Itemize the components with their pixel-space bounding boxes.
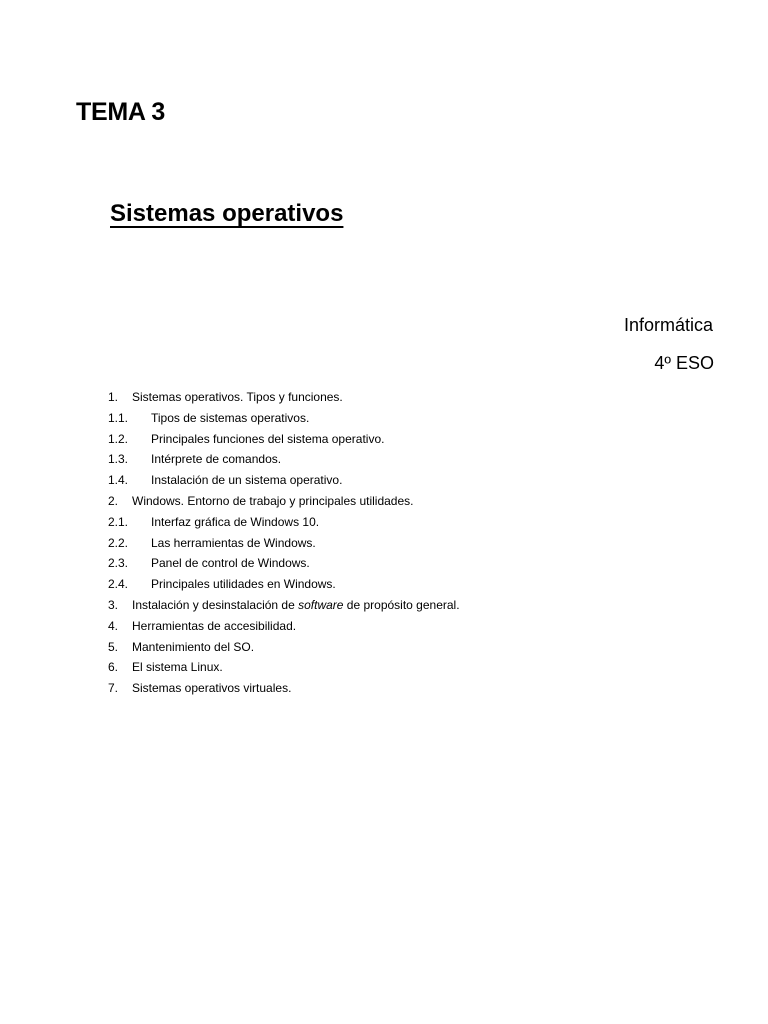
toc-item — [108, 574, 460, 595]
toc-item — [108, 637, 460, 658]
toc-item-text: Panel de control de Windows. — [151, 556, 310, 571]
toc-item — [108, 470, 460, 491]
toc-item — [108, 533, 460, 554]
toc-item-text: Intérprete de comandos. — [151, 452, 282, 467]
toc-item — [108, 553, 460, 574]
toc-item-text: El sistema Linux. — [132, 660, 223, 675]
toc-item — [108, 678, 460, 699]
toc-item-number: 2.1. — [108, 514, 129, 529]
document-title: TEMA 3 — [76, 98, 165, 126]
toc-item-number: 1. — [108, 390, 119, 404]
toc-item-text-before: Instalación y desinstalación de — [132, 597, 299, 612]
toc-item-text: Instalación de un sistema operativo. — [151, 473, 343, 488]
toc-item-text-after: de propósito general. — [343, 597, 460, 612]
course-label: 4º ESO — [654, 353, 714, 373]
toc-item-number: 5. — [108, 639, 119, 654]
toc-item-number: 3. — [108, 597, 119, 612]
toc-item-text: Sistemas operativos. Tipos y funciones. — [132, 390, 343, 404]
toc-item-number: 2. — [108, 493, 119, 508]
toc-item — [108, 657, 460, 678]
toc-item-text — [132, 598, 460, 612]
toc-item-text: Las herramientas de Windows. — [151, 535, 316, 550]
toc-item-number: 1.2. — [108, 431, 129, 446]
subject-label: Informática — [623, 315, 713, 335]
toc-item-text: Principales funciones del sistema operativo. — [151, 431, 385, 446]
toc-item — [108, 387, 460, 408]
toc-item — [108, 449, 460, 470]
toc-item-number: 4. — [108, 618, 119, 633]
toc-item — [108, 616, 460, 637]
toc-item — [108, 429, 460, 450]
toc-item-number: 1.3. — [108, 452, 129, 467]
toc-item-text: Herramientas de accesibilidad. — [132, 618, 297, 633]
table-of-contents — [108, 387, 460, 699]
toc-item-number: 2.3. — [108, 556, 129, 571]
toc-item-text: Windows. Entorno de trabajo y principales utilidades. — [132, 493, 414, 508]
toc-item-number: 7. — [108, 681, 119, 696]
toc-item — [108, 408, 460, 429]
document-subtitle: Sistemas operativos — [110, 200, 344, 227]
toc-item-text: Mantenimiento del SO. — [132, 639, 255, 654]
toc-item-text: Tipos de sistemas operativos. — [151, 410, 310, 425]
toc-item-number: 6. — [108, 660, 119, 675]
toc-item-number: 1.4. — [108, 473, 129, 488]
toc-item-number: 2.4. — [108, 577, 129, 592]
toc-item-text: Sistemas operativos virtuales. — [132, 681, 292, 696]
toc-item-number: 2.2. — [108, 535, 129, 550]
toc-item-text: Interfaz gráfica de Windows 10. — [151, 514, 320, 529]
toc-item — [108, 595, 460, 616]
toc-item-text-italic: software — [298, 597, 344, 612]
toc-item — [108, 491, 460, 512]
toc-item-number: 1.1. — [108, 410, 129, 425]
toc-item — [108, 512, 460, 533]
toc-item-text: Principales utilidades en Windows. — [151, 577, 336, 592]
